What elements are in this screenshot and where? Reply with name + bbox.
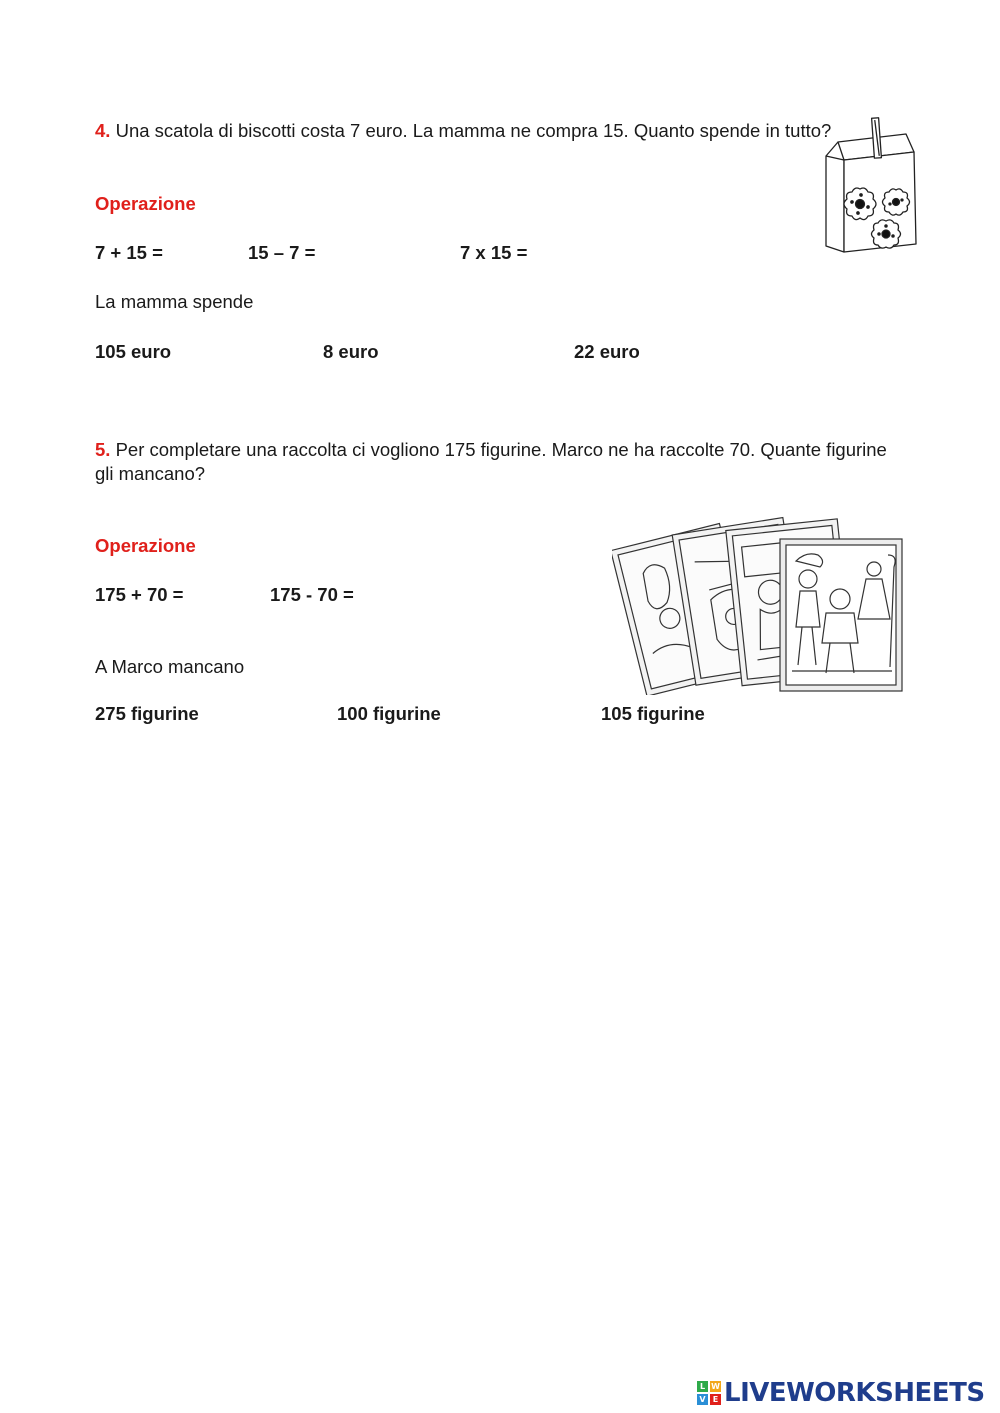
question-4-operation-label: Operazione <box>95 193 196 214</box>
logo-blocks-icon <box>697 1381 721 1405</box>
logo-block-2: W <box>711 1382 720 1391</box>
question-5-answer-option-1[interactable]: 275 figurine <box>95 703 199 724</box>
question-4-number: 4. <box>95 120 111 141</box>
question-4-answer-prompt: La mamma spende <box>95 291 254 312</box>
logo-block-3: V <box>697 1394 708 1405</box>
question-4-answer-option-2[interactable]: 8 euro <box>323 341 379 362</box>
cookie-box-icon <box>818 112 926 262</box>
liveworksheets-logo[interactable] <box>697 1378 985 1408</box>
question-4-operation-option-3[interactable]: 7 x 15 = <box>460 242 528 263</box>
question-5-operation-option-2[interactable]: 175 - 70 = <box>270 584 354 605</box>
question-5-operation-option-1[interactable]: 175 + 70 = <box>95 584 184 605</box>
question-4-operation-option-1[interactable]: 7 + 15 = <box>95 242 163 263</box>
question-4-text <box>95 119 895 143</box>
question-5-answer-prompt: A Marco mancano <box>95 656 245 677</box>
question-4-answer-option-1[interactable]: 105 euro <box>95 341 172 362</box>
question-5-answer-option-2[interactable]: 100 figurine <box>337 703 441 724</box>
question-5-operation-label: Operazione <box>95 535 196 556</box>
question-4-operation-option-2[interactable]: 15 – 7 = <box>248 242 316 263</box>
question-5-text <box>95 438 895 486</box>
logo-text: LIVEWORKSHEETS <box>724 1378 985 1408</box>
question-4-body: Una scatola di biscotti costa 7 euro. La mamma ne compra 15. Quanto spende in tutto? <box>110 120 832 141</box>
question-4-answer-option-3[interactable]: 22 euro <box>574 341 640 362</box>
question-5-answer-option-3[interactable]: 105 figurine <box>601 703 705 724</box>
question-5-body: Per completare una raccolta ci vogliono 175 figurine. Marco ne ha raccolte 70. Quante figurine gli mancano? <box>95 439 887 484</box>
question-5-number: 5. <box>95 439 111 460</box>
sticker-cards-icon <box>612 495 912 695</box>
logo-block-4: E <box>710 1394 721 1405</box>
logo-block-1: L <box>697 1381 708 1392</box>
